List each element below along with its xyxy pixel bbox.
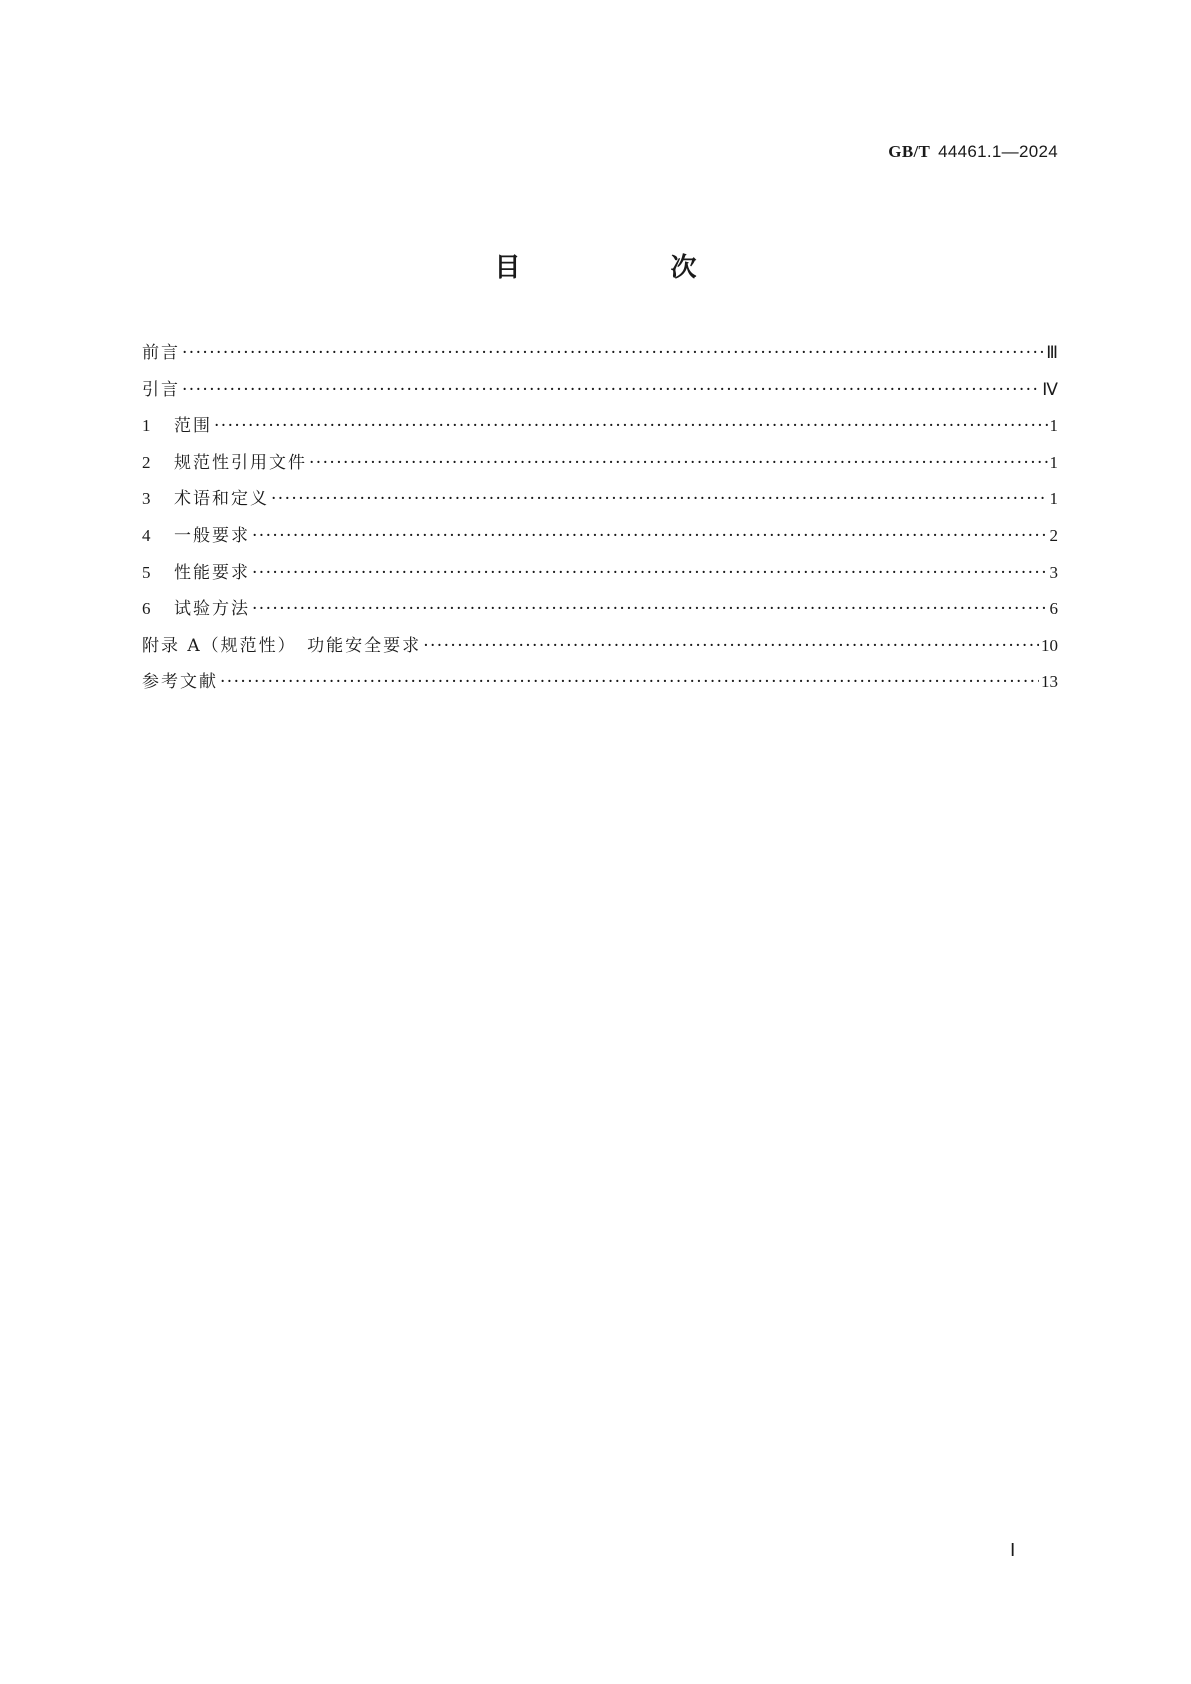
toc-entry-label: 前言 — [142, 343, 180, 363]
toc-entry-number: 1 — [142, 416, 151, 436]
toc-entry-test-methods[interactable] — [142, 594, 1058, 631]
page-number: Ⅰ — [1010, 1540, 1016, 1560]
toc-entry-page: Ⅲ — [1046, 343, 1058, 362]
toc-entry-terms-definitions[interactable] — [142, 484, 1058, 521]
standard-prefix: GB/T — [888, 142, 931, 161]
toc-entry-label: 一般要求 — [174, 525, 250, 546]
toc-entry-number: 6 — [142, 599, 151, 619]
toc-entry-label: 试验方法 — [174, 599, 250, 620]
toc-entry-scope[interactable] — [142, 411, 1058, 448]
toc-entry-normative-references[interactable] — [142, 448, 1058, 485]
toc-entry-label: 性能要求 — [174, 562, 250, 583]
toc-entry-annex-a[interactable] — [142, 631, 1058, 668]
toc-entry-bibliography[interactable] — [142, 667, 1058, 704]
toc-entry-page: 1 — [1049, 452, 1058, 472]
toc-entry-page: 3 — [1049, 562, 1058, 582]
toc-entry-label: 附录 A（规范性） 功能安全要求 — [142, 635, 422, 656]
toc-entry-label: 范围 — [174, 416, 212, 437]
toc-entry-number: 5 — [142, 562, 151, 582]
toc-entry-number: 3 — [142, 489, 151, 509]
toc-entry-page: 1 — [1049, 416, 1058, 436]
toc-entry-page: Ⅳ — [1042, 379, 1058, 399]
toc-entry-label: 规范性引用文件 — [174, 452, 307, 473]
toc-leader-dots — [252, 599, 1048, 619]
toc-leader-dots — [271, 489, 1048, 509]
toc-entry-label: 引言 — [142, 379, 180, 400]
toc-leader-dots — [214, 416, 1048, 436]
toc-entry-number: 2 — [142, 452, 151, 472]
toc-entry-page: 13 — [1041, 672, 1058, 692]
table-of-contents — [142, 338, 1058, 704]
toc-entry-label: 参考文献 — [142, 672, 218, 693]
toc-leader-dots — [220, 672, 1039, 692]
toc-title: 目 次 — [494, 253, 759, 283]
standard-code — [888, 142, 1058, 162]
toc-leader-dots — [252, 526, 1048, 546]
toc-leader-dots — [252, 563, 1048, 583]
toc-leader-dots — [182, 380, 1040, 400]
toc-leader-dots — [423, 636, 1039, 656]
toc-entry-page: 1 — [1049, 489, 1058, 509]
standard-number: 44461.1—2024 — [938, 142, 1058, 161]
toc-entry-number: 4 — [142, 525, 151, 545]
toc-entry-label: 术语和定义 — [174, 489, 269, 510]
toc-entry-page: 10 — [1041, 635, 1058, 655]
toc-leader-dots — [182, 343, 1044, 363]
toc-entry-page: 6 — [1049, 599, 1058, 619]
toc-entry-performance-requirements[interactable] — [142, 558, 1058, 595]
toc-entry-page: 2 — [1049, 525, 1058, 545]
toc-entry-introduction[interactable] — [142, 375, 1058, 412]
toc-entry-general-requirements[interactable] — [142, 521, 1058, 558]
toc-entry-foreword[interactable] — [142, 338, 1058, 375]
toc-leader-dots — [309, 453, 1048, 473]
